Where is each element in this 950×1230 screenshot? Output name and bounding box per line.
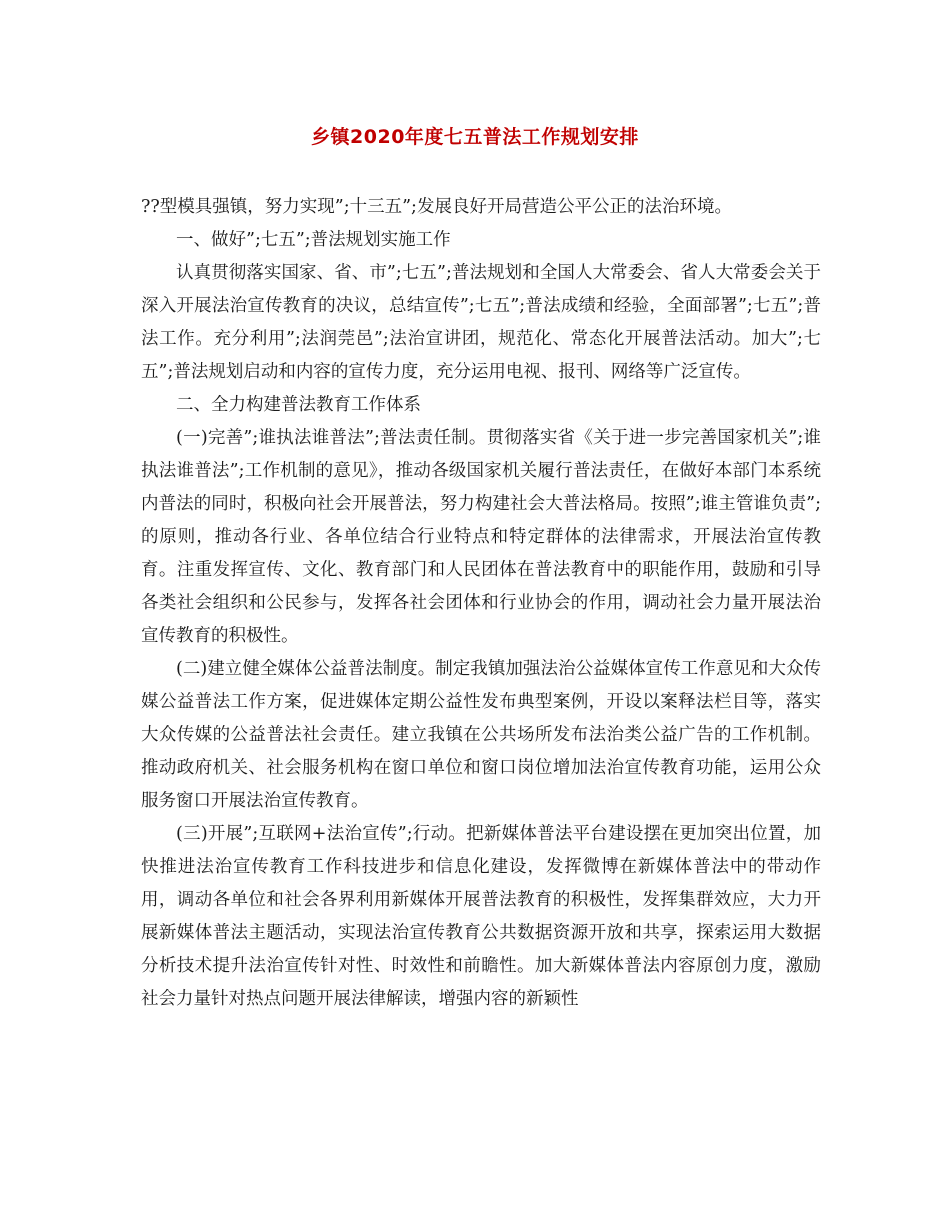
paragraph-item-1: (一)完善”;谁执法谁普法”;普法责任制。贯彻落实省《关于进一步完善国家机关”;谁执法谁普法”;工作机制的意见》，推动各级国家机关履行普法责任，在做好本部门本系统内普法的同时，积极向社会开展普法，努力构建社会大普法格局。按照”;谁主管谁负责”;的原则，推动各行业、各单位结合行业特点和特定群体的法律需求，开展法治宣传教育。注重发挥宣传、文化、教育部门和人民团体在普法教育中的职能作用，鼓励和引导各类社会组织和公民参与，发挥各社会团体和行业协会的作用，调动社会力量开展法治宣传教育的积极性。 (141, 428, 821, 646)
paragraph-item-3: (三)开展”;互联网+法治宣传”;行动。把新媒体普法平台建设摆在更加突出位置，加快推进法治宣传教育工作科技进步和信息化建设，发挥微博在新媒体普法中的带动作用，调动各单位和社会各界利用新媒体开展普法教育的积极性，发挥集群效应，大力开展新媒体普法主题活动，实现法治宣传教育公共数据资源开放和共享，探索运用大数据分析技术提升法治宣传针对性、时效性和前瞻性。加大新媒体普法内容原创力度，激励社会力量针对热点问题开展法律解读，增强内容的新颖性 (141, 824, 821, 1009)
document-title: 乡镇2020年度七五普法工作规划安排 (311, 126, 639, 148)
paragraph-item-2: (二)建立健全媒体公益普法制度。制定我镇加强法治公益媒体宣传工作意见和大众传媒公益普法工作方案，促进媒体定期公益性发布典型案例，开设以案释法栏目等，落实大众传媒的公益普法社会责任。建立我镇在公共场所发布法治类公益广告的工作机制。推动政府机关、社会服务机构在窗口单位和窗口岗位增加法治宣传教育功能，运用公众服务窗口开展法治宣传教育。 (141, 659, 821, 811)
section-heading-2: 二、全力构建普法教育工作体系 (176, 395, 421, 415)
document-body (141, 191, 821, 1016)
paragraph-section-1: 认真贯彻落实国家、省、市”;七五”;普法规划和全国人大常委会、省人大常委会关于深入开展法治宣传教育的决议，总结宣传”;七五”;普法成绩和经验，全面部署”;七五”;普法工作。充分利用”;法润莞邑”;法治宣讲团，规范化、常态化开展普法活动。加大”;七五”;普法规划启动和内容的宣传力度，充分运用电视、报刊、网络等广泛宣传。 (141, 263, 821, 382)
section-heading-1: 一、做好”;七五”;普法规划实施工作 (176, 230, 451, 250)
paragraph-intro: ??型模具强镇，努力实现”;十三五”;发展良好开局营造公平公正的法治环境。 (141, 197, 732, 217)
